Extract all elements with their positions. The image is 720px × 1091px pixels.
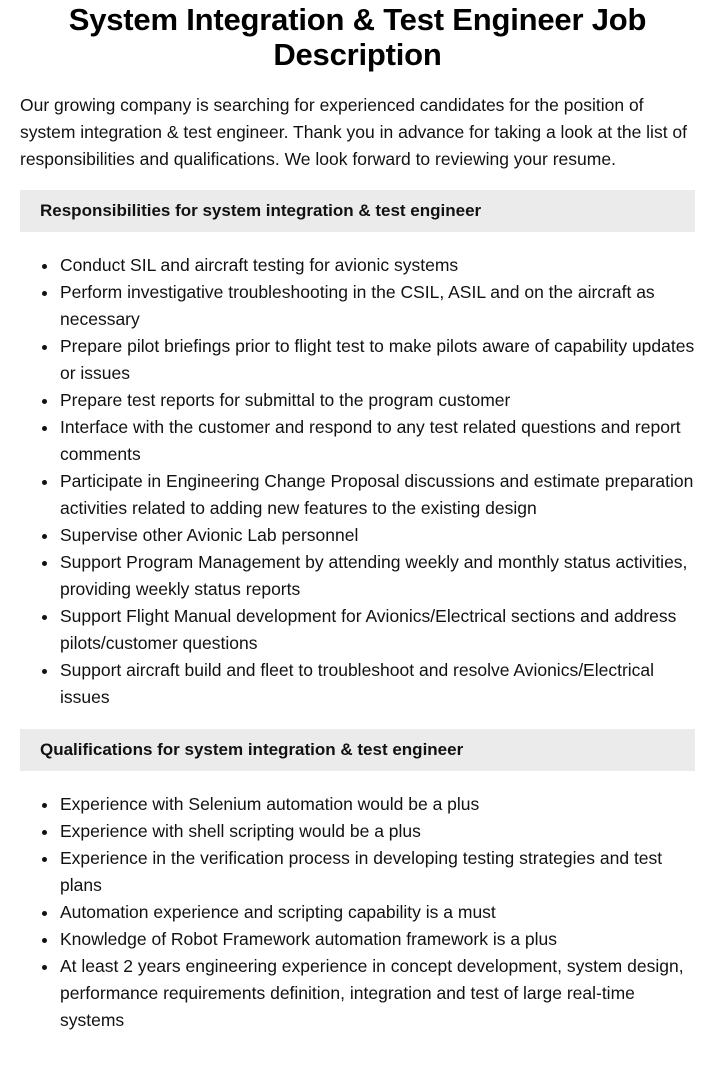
bullet-icon: [42, 857, 47, 862]
list-item-text: At least 2 years engineering experience in concept development, system design, performance requirements definition, integration and test of large real-time systems: [60, 956, 684, 1030]
bullet-icon: [42, 615, 47, 620]
page-title: System Integration & Test Engineer Job Description: [68, 2, 647, 72]
list-item-text: Experience in the verification process in developing testing strategies and test plans: [60, 848, 663, 895]
list-item: [20, 926, 695, 953]
bullet-icon: [42, 561, 47, 566]
list-item: [20, 414, 695, 468]
list-item-text: Knowledge of Robot Framework automation framework is a plus: [60, 929, 558, 949]
list-item: [20, 953, 695, 1034]
bullet-icon: [42, 830, 47, 835]
list-item-text: Conduct SIL and aircraft testing for avionic systems: [60, 255, 459, 275]
list-item: [20, 549, 695, 603]
list-item-text: Support Program Management by attending weekly and monthly status activities, providing weekly status reports: [60, 552, 688, 599]
responsibilities-list: [20, 252, 695, 711]
bullet-icon: [42, 938, 47, 943]
list-item-text: Participate in Engineering Change Proposal discussions and estimate preparation activities related to adding new features to the existing design: [60, 471, 694, 518]
list-item-text: Prepare pilot briefings prior to flight test to make pilots aware of capability updates or issues: [60, 336, 695, 383]
bullet-icon: [42, 291, 47, 296]
list-item: [20, 522, 695, 549]
list-item: [20, 818, 695, 845]
qualifications-heading: Qualifications for system integration & test engineer: [20, 729, 695, 771]
list-item: [20, 279, 695, 333]
list-item: [20, 252, 695, 279]
list-item-text: Interface with the customer and respond to any test related questions and report comments: [60, 417, 681, 464]
list-item: [20, 603, 695, 657]
list-item: [20, 845, 695, 899]
list-item: [20, 899, 695, 926]
list-item-text: Support Flight Manual development for Avionics/Electrical sections and address pilots/customer questions: [60, 606, 677, 653]
list-item: [20, 791, 695, 818]
bullet-icon: [42, 534, 47, 539]
list-item-text: Perform investigative troubleshooting in the CSIL, ASIL and on the aircraft as necessary: [60, 282, 655, 329]
bullet-icon: [42, 399, 47, 404]
list-item: [20, 387, 695, 414]
list-item-text: Experience with Selenium automation would be a plus: [60, 794, 480, 814]
list-item-text: Automation experience and scripting capability is a must: [60, 902, 496, 922]
list-item-text: Experience with shell scripting would be a plus: [60, 821, 421, 841]
list-item-text: Prepare test reports for submittal to the program customer: [60, 390, 511, 410]
qualifications-list: [20, 791, 695, 1034]
intro-paragraph: Our growing company is searching for experienced candidates for the position of system integration & test engineer. Thank you in advance for taking a look at the list of responsibilities and qualifications. We look forward to reviewing your resume.: [20, 95, 688, 169]
list-item-text: Support aircraft build and fleet to troubleshoot and resolve Avionics/Electrical issues: [60, 660, 655, 707]
bullet-icon: [42, 426, 47, 431]
bullet-icon: [42, 911, 47, 916]
list-item: [20, 468, 695, 522]
bullet-icon: [42, 480, 47, 485]
bullet-icon: [42, 669, 47, 674]
bullet-icon: [42, 803, 47, 808]
list-item: [20, 657, 695, 711]
responsibilities-heading: Responsibilities for system integration & test engineer: [20, 190, 695, 232]
bullet-icon: [42, 264, 47, 269]
list-item: [20, 333, 695, 387]
list-item-text: Supervise other Avionic Lab personnel: [60, 525, 359, 545]
bullet-icon: [42, 965, 47, 970]
bullet-icon: [42, 345, 47, 350]
